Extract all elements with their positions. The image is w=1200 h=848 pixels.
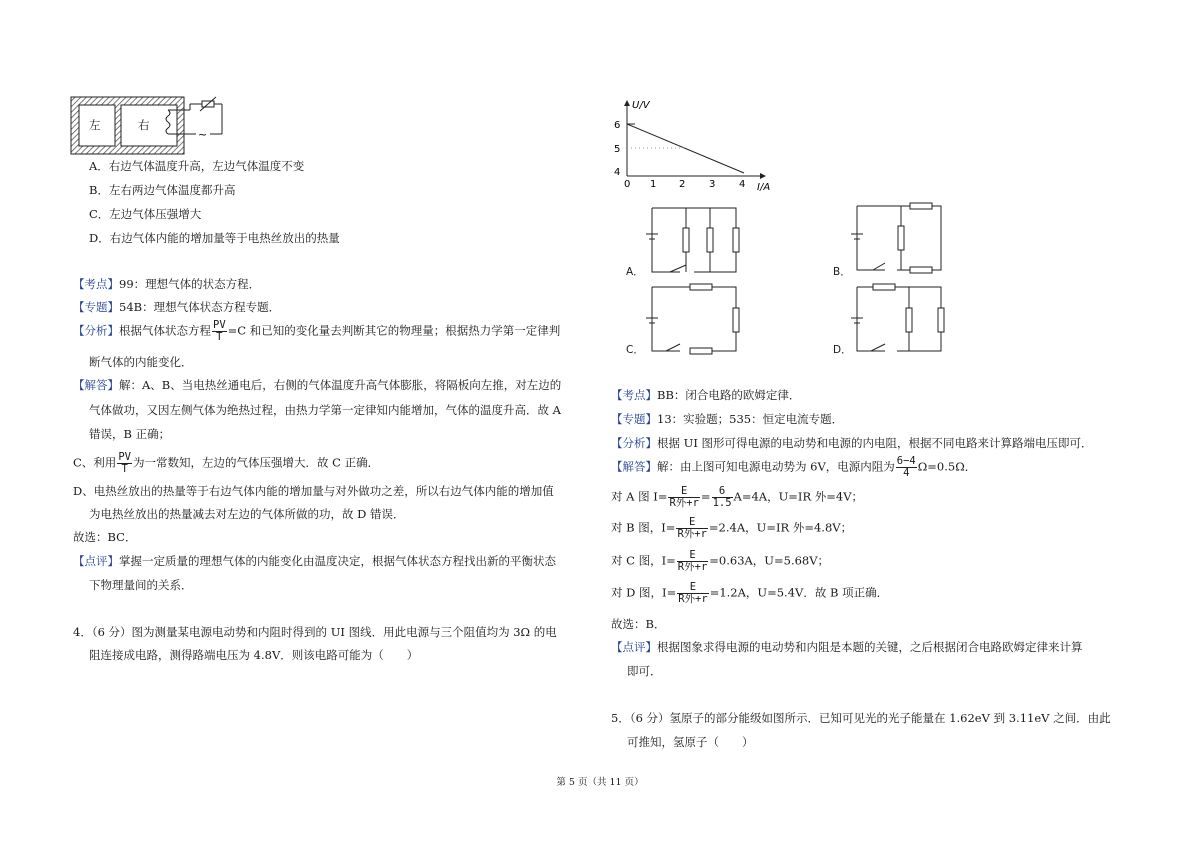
r-jieda-row	[611, 456, 976, 479]
ui-graph	[605, 96, 790, 196]
r-zhuanti-tag: 【专题】	[611, 412, 657, 426]
r-zhuanti-row	[611, 412, 843, 426]
x-tick-3: 3	[709, 179, 716, 190]
y-tick-6: 6	[614, 120, 621, 131]
q5-line2: 可推知，氢原子（ ）	[627, 735, 754, 749]
kaodian-row	[73, 277, 260, 291]
circuit-d	[845, 280, 945, 358]
kaodian-tag: 【考点】	[73, 277, 119, 291]
fenxi-tag: 【分析】	[73, 323, 119, 338]
circuit-label-b: B．	[833, 266, 851, 278]
page-footer: 第 5 页（共 11 页）	[556, 777, 644, 788]
calc-b: 对 B 图，I= $\frac{E}{\text{R外+r}}$ =2.4A，U=IR 外=4.8V；	[611, 516, 853, 540]
r-jieda-tag: 【解答】	[611, 459, 657, 474]
r-kaodian-text: BB：闭合电路的欧姆定律．	[657, 388, 801, 402]
option-c: C．左边气体压强增大	[89, 207, 202, 221]
r-kaodian-tag: 【考点】	[611, 388, 657, 402]
guxuan-left: 故选：BC．	[73, 530, 137, 544]
option-a: A．右边气体温度升高，左边气体温度不变	[89, 159, 305, 173]
x-tick-4: 4	[739, 179, 746, 190]
x-tick-0: 0	[624, 179, 631, 190]
jieda-line1: 解：A、B、当电热丝通电后，右侧的气体温度升高气体膨胀，将隔板向左推，对左边的	[119, 378, 562, 392]
jieda-line3: 错误，B 正确；	[89, 427, 171, 441]
zhuanti-tag: 【专题】	[73, 300, 119, 314]
q5-line1: 5．（6 分）氢原子的部分能级如图所示．已知可见光的光子能量在 1.62eV 到 3.11eV 之间．由此	[611, 711, 1111, 725]
r-jieda-post: Ω=0.5Ω．	[917, 459, 977, 474]
fenxi-row	[73, 320, 560, 343]
circuit-label-d: D．	[833, 344, 852, 356]
option-b: B．左右两边气体温度都升高	[89, 183, 236, 197]
r-dianping-line1: 根据图象求得电源的电动势和内阻是本题的关键，之后根据闭合电路欧姆定律来计算	[657, 640, 1083, 654]
y-axis-label: U/V	[632, 100, 650, 111]
circuit-c	[640, 282, 745, 357]
r-fenxi-tag: 【分析】	[611, 436, 657, 450]
zhuanti-row	[73, 300, 280, 314]
q4-line2: 阻连接成电路，测得路端电压为 4.8V．则该电路可能为（ ）	[89, 648, 419, 662]
fenxi-post: =C 和已知的变化量去判断其它的物理量；根据热力学第一定律判	[227, 323, 561, 338]
c-line-fraction: $\frac{PV}{T}$	[118, 451, 131, 475]
dianping-line1: 掌握一定质量的理想气体的内能变化由温度决定，根据气体状态方程找出新的平衡状态	[119, 554, 556, 568]
r-kaodian-row	[611, 388, 800, 402]
circuit-label-c: C．	[626, 344, 644, 356]
guxuan-right: 故选：B．	[611, 617, 666, 631]
r-zhuanti-text: 13：实验题；535：恒定电流专题．	[657, 412, 844, 426]
dianping-row	[73, 554, 556, 568]
circuit-b	[845, 200, 945, 278]
dianping-line2: 下物理量间的关系．	[89, 578, 193, 592]
jieda-line2: 气体做功，又因左侧气体为绝热过程，由热力学第一定律知内能增加，气体的温度升高．故 A	[89, 403, 561, 417]
c-line-pre: C、利用	[73, 455, 117, 470]
figure-label-left: 左	[89, 118, 101, 132]
calc-c: 对 C 图，I= $\frac{E}{\text{R外+r}}$ =0.63A，U=5.68V；	[611, 549, 830, 573]
d-line1: D、电热丝放出的热量等于右边气体内能的增加量与对外做功之差，所以右边气体内能的增加值	[73, 484, 554, 498]
dianping-tag: 【点评】	[73, 554, 119, 568]
circuit-a	[640, 202, 745, 277]
fenxi-line2: 断气体的内能变化．	[89, 355, 193, 369]
r-fenxi-row	[611, 436, 1093, 450]
x-axis-label: I/A	[757, 182, 771, 193]
kaodian-text: 99：理想气体的状态方程．	[119, 277, 261, 291]
jieda-tag: 【解答】	[73, 378, 119, 392]
zhuanti-text: 54B：理想气体状态方程专题．	[119, 300, 281, 314]
ui-line	[627, 124, 744, 173]
jieda-row	[73, 378, 561, 392]
y-tick-4: 4	[614, 167, 621, 178]
fenxi-pre: 根据气体状态方程	[119, 323, 211, 338]
calc-d: 对 D 图，I= $\frac{E}{\text{R外+r}}$ =1.2A，U=5.4V．故 B 项正确．	[611, 581, 889, 605]
r-dianping-row	[611, 640, 1083, 654]
c-line	[73, 452, 379, 475]
fenxi-fraction: $\frac{PV}{T}$	[213, 319, 226, 343]
y-tick-5: 5	[614, 144, 621, 155]
q4-line1: 4．（6 分）图为测量某电源电动势和内阻时得到的 U﻿﻿I 图线．用此电源与三个阻值均为 3Ω 的电	[73, 625, 557, 639]
option-d: D．右边气体内能的增加量等于电热丝放出的热量	[89, 231, 340, 245]
c-line-post: 为一常数知，左边的气体压强增大．故 C 正确．	[132, 455, 380, 470]
r-jieda-fraction: $\frac{6-4}{4}$	[896, 455, 916, 479]
x-tick-1: 1	[650, 179, 657, 190]
r-fenxi-text: 根据 U﻿﻿I 图形可得电源的电动势和电源的内电阻，根据不同电路来计算路端电压即可．	[657, 436, 1093, 450]
figure-label-right: 右	[138, 118, 150, 132]
svg-text:~: ~	[198, 128, 208, 141]
calc-a: 对 A 图 I= $\frac{E}{\text{R外+r}}$ = $\frac{6}{1.5}$ A=4A，U=IR 外=4V；	[611, 485, 864, 509]
r-dianping-tag: 【点评】	[611, 640, 657, 654]
r-dianping-line2: 即可．	[627, 664, 662, 678]
d-line2: 为电热丝放出的热量减去对左边的气体所做的功，故 D 错误．	[89, 507, 405, 521]
r-jieda-pre: 解：由上图可知电源电动势为 6V，电源内阻为	[657, 459, 895, 474]
circuit-label-a: A．	[626, 266, 644, 278]
x-tick-2: 2	[679, 179, 686, 190]
